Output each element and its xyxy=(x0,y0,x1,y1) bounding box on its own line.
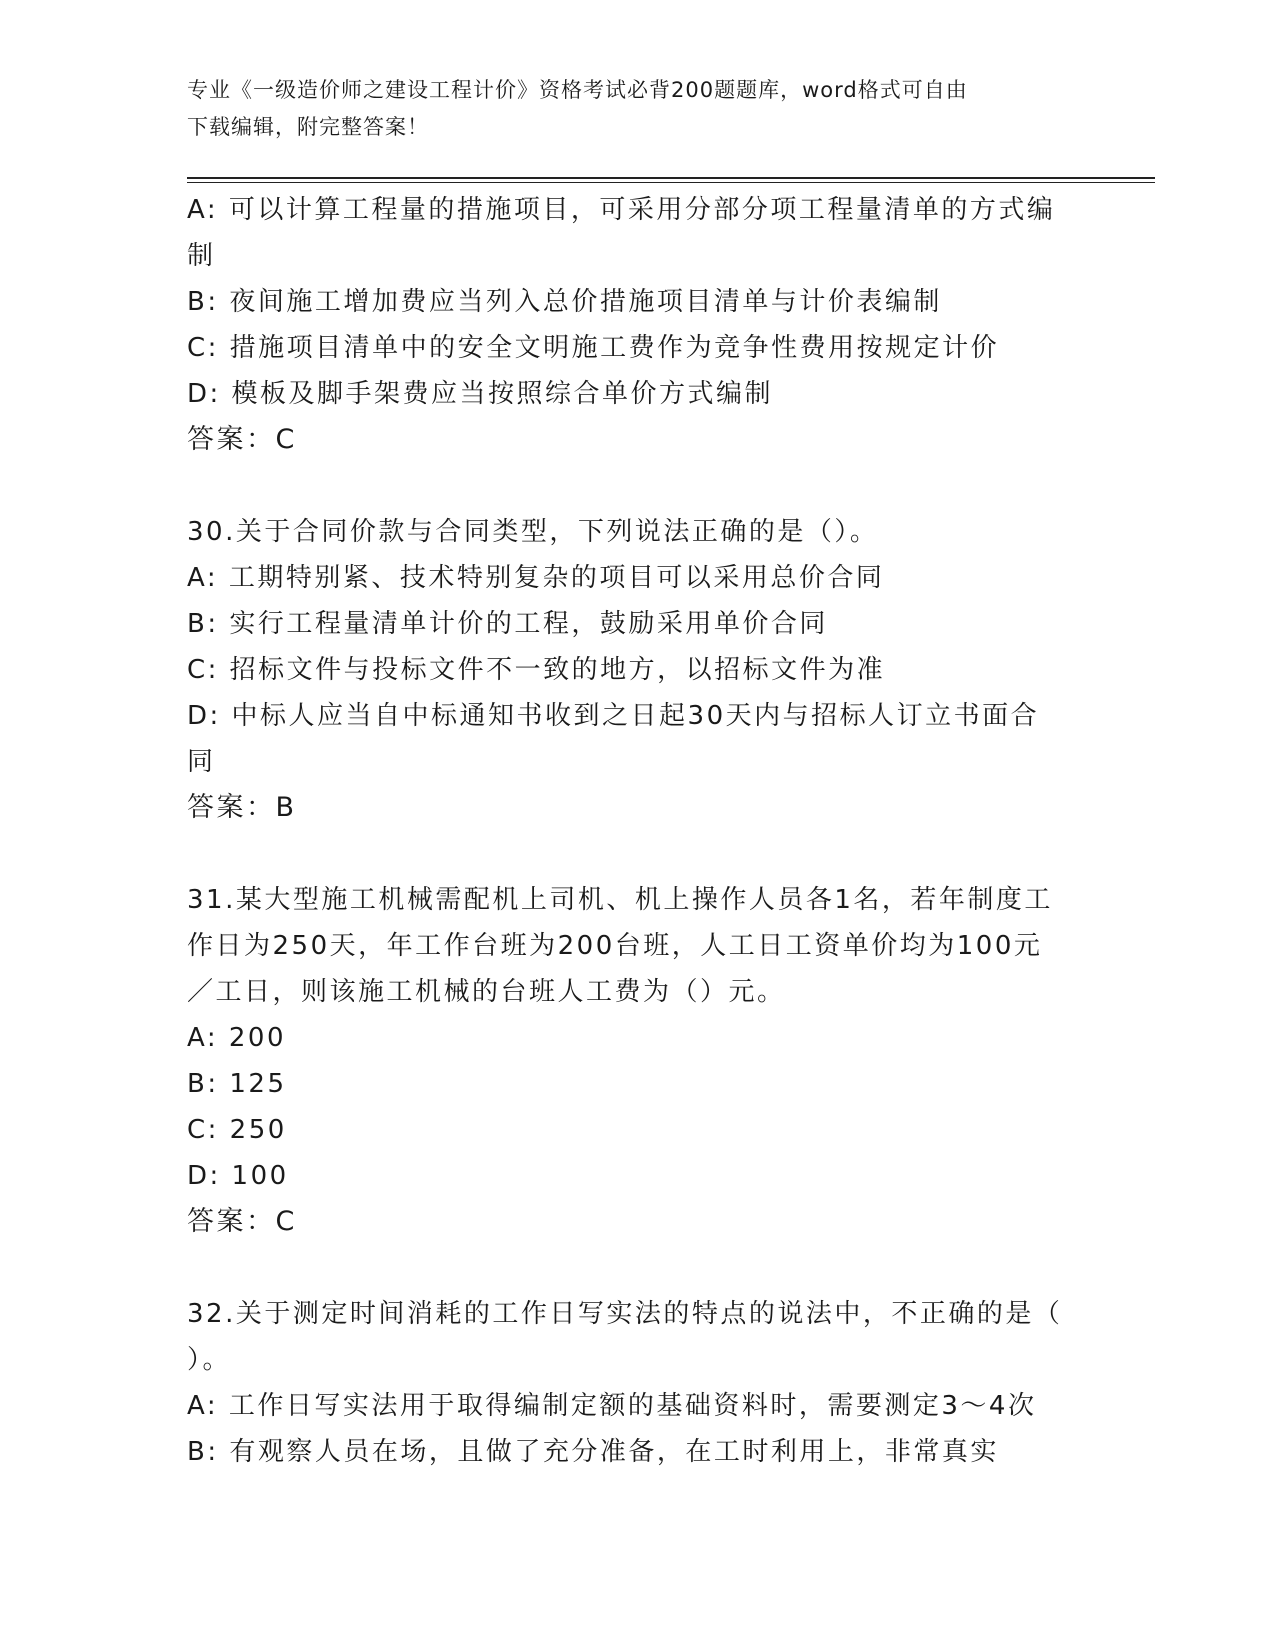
option-d: D: 模板及脚手架费应当按照综合单价方式编制 xyxy=(187,379,774,409)
question-stem-line-1: 32.关于测定时间消耗的工作日写实法的特点的说法中，不正确的是（ xyxy=(187,1299,1063,1329)
header-divider-thin xyxy=(187,182,1155,183)
option-c: C: 招标文件与投标文件不一致的地方，以招标文件为准 xyxy=(187,655,886,685)
spacer xyxy=(187,831,1087,877)
option-d-line-2: 同 xyxy=(187,747,216,777)
question-31 xyxy=(187,877,1087,1245)
option-b: B: 有观察人员在场，且做了充分准备，在工时利用上，非常真实 xyxy=(187,1437,999,1467)
question-stem-line-2: ）。 xyxy=(187,1345,232,1375)
question-29 xyxy=(187,187,1087,463)
option-a: A: 200 xyxy=(187,1023,286,1053)
answer: 答案：B xyxy=(187,792,297,823)
question-stem-line-1: 31.某大型施工机械需配机上司机、机上操作人员各1名，若年制度工 xyxy=(187,885,1053,915)
option-a-line-2: 制 xyxy=(187,241,216,271)
question-32 xyxy=(187,1291,1087,1475)
option-b: B: 夜间施工增加费应当列入总价措施项目清单与计价表编制 xyxy=(187,287,942,317)
question-stem-line-2: 作日为250天，年工作台班为200台班，人工日工资单价均为100元 xyxy=(187,931,1043,961)
option-a: A: 工作日写实法用于取得编制定额的基础资料时，需要测定3～4次 xyxy=(187,1391,1037,1421)
option-a: A: 工期特别紧、技术特别复杂的项目可以采用总价合同 xyxy=(187,563,885,593)
question-stem: 30.关于合同价款与合同类型，下列说法正确的是（）。 xyxy=(187,517,879,547)
option-d: D: 100 xyxy=(187,1161,289,1191)
header-line-2: 下载编辑，附完整答案！ xyxy=(187,115,429,139)
option-c: C: 措施项目清单中的安全文明施工费作为竞争性费用按规定计价 xyxy=(187,333,1000,363)
option-c: C: 250 xyxy=(187,1115,287,1145)
header-divider-thick xyxy=(187,177,1155,179)
question-30 xyxy=(187,509,1087,831)
header-line-1: 专业《一级造价师之建设工程计价》资格考试必背200题题库，word格式可自由 xyxy=(187,78,968,102)
question-content xyxy=(187,187,1087,1475)
answer: 答案：C xyxy=(187,1206,297,1237)
option-a-line-1: A: 可以计算工程量的措施项目，可采用分部分项工程量清单的方式编 xyxy=(187,195,1056,225)
option-d-line-1: D: 中标人应当自中标通知书收到之日起30天内与招标人订立书面合 xyxy=(187,701,1040,731)
document-header xyxy=(187,72,1067,146)
answer: 答案：C xyxy=(187,424,297,455)
spacer xyxy=(187,1245,1087,1291)
option-b: B: 实行工程量清单计价的工程，鼓励采用单价合同 xyxy=(187,609,828,639)
question-stem-line-3: ／工日，则该施工机械的台班人工费为（）元。 xyxy=(187,977,786,1007)
option-b: B: 125 xyxy=(187,1069,287,1099)
spacer xyxy=(187,463,1087,509)
